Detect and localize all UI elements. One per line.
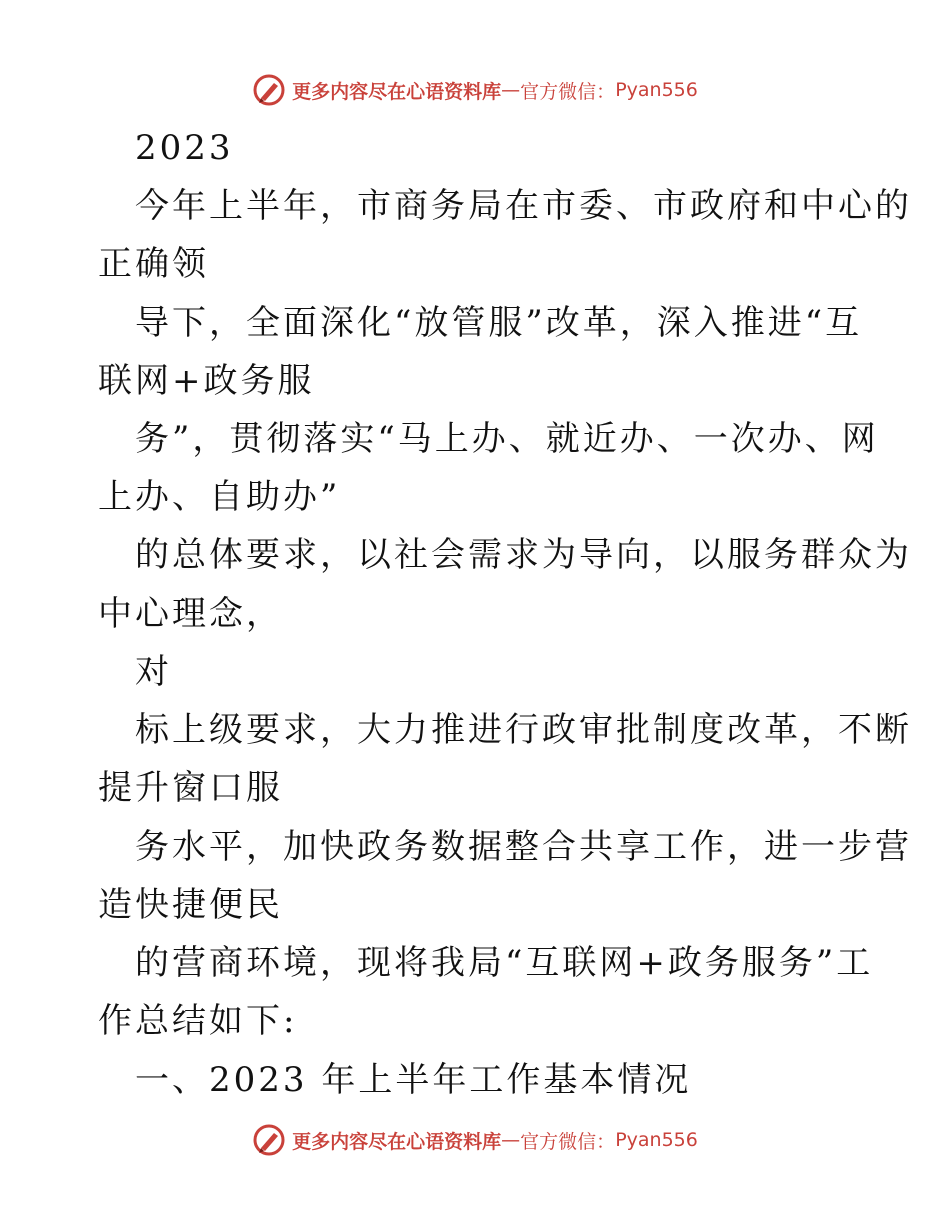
watermark-separator: — <box>501 79 521 101</box>
pen-logo-icon <box>252 1123 286 1157</box>
text-line: 提升窗口服 <box>98 768 283 808</box>
text-line: 务水平，加快政务数据整合共享工作，进一步营 <box>135 827 912 867</box>
text-line: 作总结如下: <box>98 1001 298 1041</box>
watermark-main-text: 更多内容尽在心语资料库 <box>292 1130 502 1153</box>
text-line: 标上级要求，大力推进行政审批制度改革，不断 <box>135 710 912 750</box>
footer-watermark <box>0 1120 950 1160</box>
watermark-main-text: 更多内容尽在心语资料库 <box>292 80 502 103</box>
pen-logo-icon <box>252 73 286 107</box>
watermark-wechat-id: Pyan556 <box>615 1129 698 1151</box>
text-line: 今年上半年，市商务局在市委、市政府和中心的 <box>135 186 912 226</box>
text-line: 务”，贯彻落实“马上办、就近办、一次办、网 <box>135 419 879 459</box>
text-line: 上办、自助办” <box>98 477 341 517</box>
watermark-wechat-id: Pyan556 <box>615 79 698 101</box>
text-line: 导下，全面深化“放管服”改革，深入推进“互 <box>135 303 863 343</box>
watermark-separator: — <box>501 1129 521 1151</box>
header-watermark <box>0 70 950 110</box>
watermark-wechat-label: 官方微信： <box>520 1130 616 1153</box>
text-line: 中心理念， <box>98 594 283 634</box>
section-heading: 一、2023 年上半年工作基本情况 <box>135 1060 692 1100</box>
text-line: 的总体要求，以社会需求为导向，以服务群众为 <box>135 535 912 575</box>
watermark-wechat-label: 官方微信： <box>520 80 616 103</box>
text-line: 正确领 <box>98 244 209 284</box>
text-line: 对 <box>135 652 172 692</box>
text-line: 造快捷便民 <box>98 885 283 925</box>
text-line: 2023 <box>135 128 234 168</box>
text-line: 联网+政务服 <box>98 361 315 401</box>
text-line: 的营商环境，现将我局“互联网+政务服务”工 <box>135 943 874 983</box>
